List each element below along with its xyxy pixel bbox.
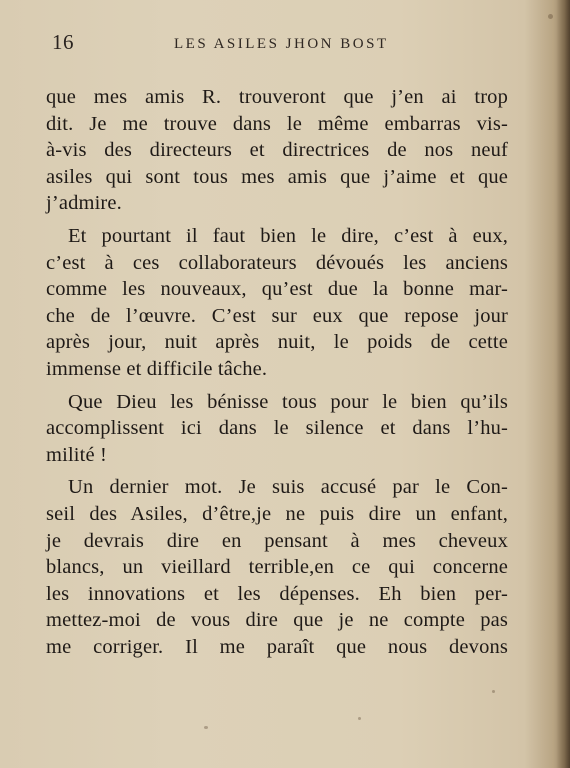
paragraph-3 [46,389,508,469]
text-line: immense et difficile tâche. [46,357,268,380]
text-line: que mes amis R. trouveront que j’en ai trop [46,86,508,108]
running-header [0,30,570,58]
text-line: comme les nouveaux, qu’est due la bonne mar- [46,278,508,301]
text-line: Un dernier mot. Je suis accusé par le Con- [68,476,508,499]
text-line: blancs, un vieillard terrible,en ce qui concerne [46,556,508,579]
text-line: asiles qui sont tous mes amis que j’aime et que [46,165,508,188]
text-line: me corriger. Il me paraît que nous devons [46,635,508,658]
text-line: j’admire. [46,192,122,215]
paper-speck [492,690,495,693]
page-number: 16 [52,30,74,54]
paper-speck [358,717,361,720]
text-line: seil des Asiles, d’être,je ne puis dire un enfant, [46,502,508,525]
text-line: Et pourtant il faut bien le dire, c’est à eux, [68,224,508,247]
text-line: Que Dieu les bénisse tous pour le bien qu’ils [68,390,508,413]
paragraph-4 [46,474,508,660]
text-line: après jour, nuit après nuit, le poids de cette [46,331,508,354]
paper-speck [548,14,553,19]
text-line: che de l’œuvre. C’est sur eux que repose jour [46,304,508,327]
body-text [46,84,508,660]
text-line: à-vis des directeurs et directrices de nos neuf [46,139,508,162]
text-line: dit. Je me trouve dans le même embarras vis- [46,112,508,135]
text-line: mettez-moi de vous dire que je ne compte pas [46,609,508,632]
paragraph-1 [46,84,508,217]
running-title: LES ASILES JHON BOST [174,36,389,52]
text-line: les innovations et les dépenses. Eh bien per- [46,582,508,605]
paper-speck [204,726,208,729]
text-line: accomplissent ici dans le silence et dans l’hu- [46,417,508,440]
text-line: c’est à ces collaborateurs dévoués les anciens [46,251,508,274]
text-line: milité ! [46,443,107,466]
text-line: je devrais dire en pensant à mes cheveux [46,529,508,552]
paragraph-2 [46,223,508,383]
